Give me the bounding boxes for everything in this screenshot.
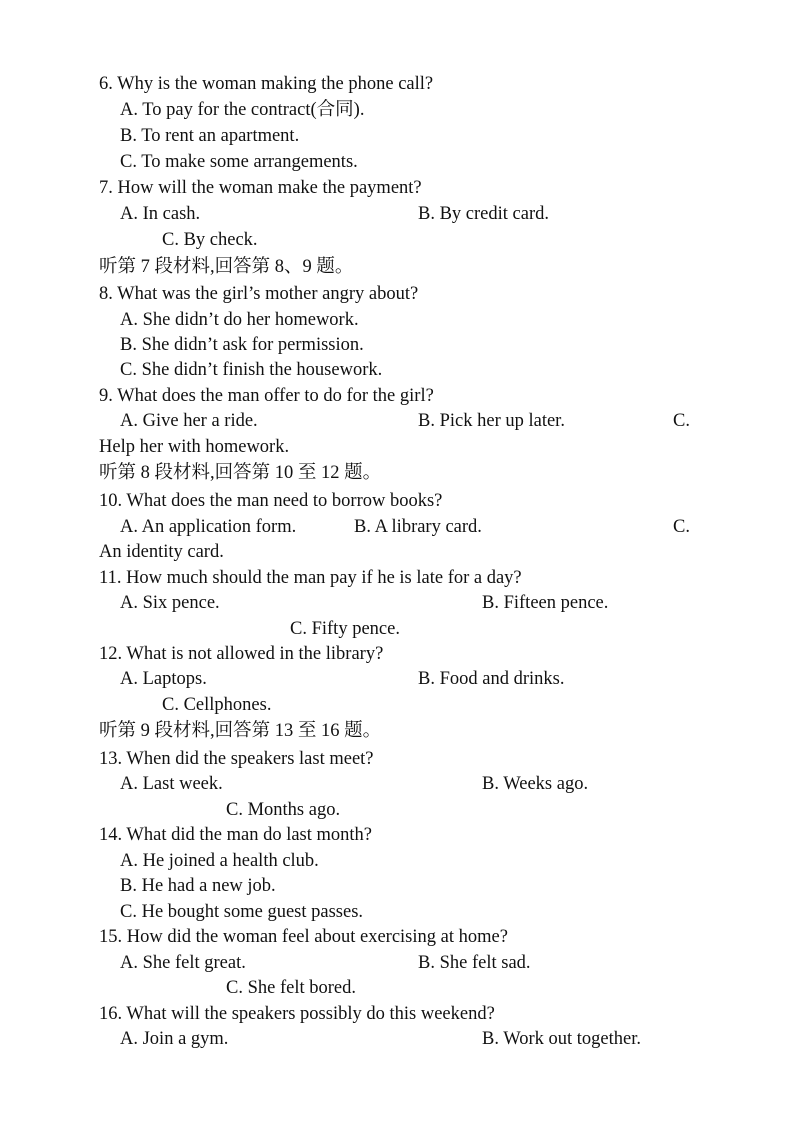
option-b: B. By credit card.	[418, 204, 549, 224]
section-heading: 听第 9 段材料,回答第 13 至 16 题。	[99, 721, 382, 741]
option-a: A. In cash.	[120, 204, 201, 224]
option-a: A. Give her a ride.	[120, 411, 258, 431]
option-c-label: C.	[673, 517, 690, 537]
option-c: C. He bought some guest passes.	[120, 902, 364, 922]
question-stem: 14. What did the man do last month?	[99, 825, 373, 845]
option-c: C. To make some arrangements.	[120, 152, 358, 172]
option-b: B. Work out together.	[482, 1029, 642, 1049]
option-a: A. He joined a health club.	[120, 851, 319, 871]
option-a: A. Last week.	[120, 774, 223, 794]
option-c-label: C.	[673, 411, 690, 431]
option-a: A. Join a gym.	[120, 1029, 229, 1049]
question-stem: 9. What does the man offer to do for the girl?	[99, 386, 434, 406]
question-stem: 10. What does the man need to borrow books?	[99, 491, 443, 511]
option-c: C. She felt bored.	[226, 978, 356, 998]
option-a: A. To pay for the contract(合同).	[120, 100, 365, 120]
option-a: A. Laptops.	[120, 669, 207, 689]
question-stem: 12. What is not allowed in the library?	[99, 644, 384, 664]
question-stem: 8. What was the girl’s mother angry about?	[99, 284, 419, 304]
option-c: C. By check.	[162, 230, 258, 250]
option-c: C. Months ago.	[226, 800, 341, 820]
option-a: A. Six pence.	[120, 593, 220, 613]
option-c: C. Cellphones.	[162, 695, 272, 715]
question-stem: 7. How will the woman make the payment?	[99, 178, 422, 198]
option-b: B. She felt sad.	[418, 953, 531, 973]
question-stem: 11. How much should the man pay if he is late for a day?	[99, 568, 522, 588]
option-c: C. Fifty pence.	[290, 619, 400, 639]
option-a: A. She didn’t do her homework.	[120, 310, 359, 330]
option-b: B. A library card.	[354, 517, 482, 537]
section-heading: 听第 8 段材料,回答第 10 至 12 题。	[99, 463, 382, 483]
question-stem: 13. When did the speakers last meet?	[99, 749, 374, 769]
option-c: C. She didn’t finish the housework.	[120, 360, 383, 380]
option-b: B. She didn’t ask for permission.	[120, 335, 364, 355]
option-b: B. Food and drinks.	[418, 669, 565, 689]
option-a: A. An application form.	[120, 517, 297, 537]
option-a: A. She felt great.	[120, 953, 246, 973]
question-stem: 6. Why is the woman making the phone call?	[99, 74, 434, 94]
option-c-text: An identity card.	[99, 542, 224, 562]
option-b: B. Fifteen pence.	[482, 593, 609, 613]
question-stem: 16. What will the speakers possibly do this weekend?	[99, 1004, 495, 1024]
option-b: B. He had a new job.	[120, 876, 276, 896]
question-stem: 15. How did the woman feel about exercising at home?	[99, 927, 508, 947]
option-c-text: Help her with homework.	[99, 437, 290, 457]
option-b: B. Weeks ago.	[482, 774, 589, 794]
option-b: B. Pick her up later.	[418, 411, 565, 431]
section-heading: 听第 7 段材料,回答第 8、9 题。	[99, 257, 354, 277]
option-b: B. To rent an apartment.	[120, 126, 300, 146]
